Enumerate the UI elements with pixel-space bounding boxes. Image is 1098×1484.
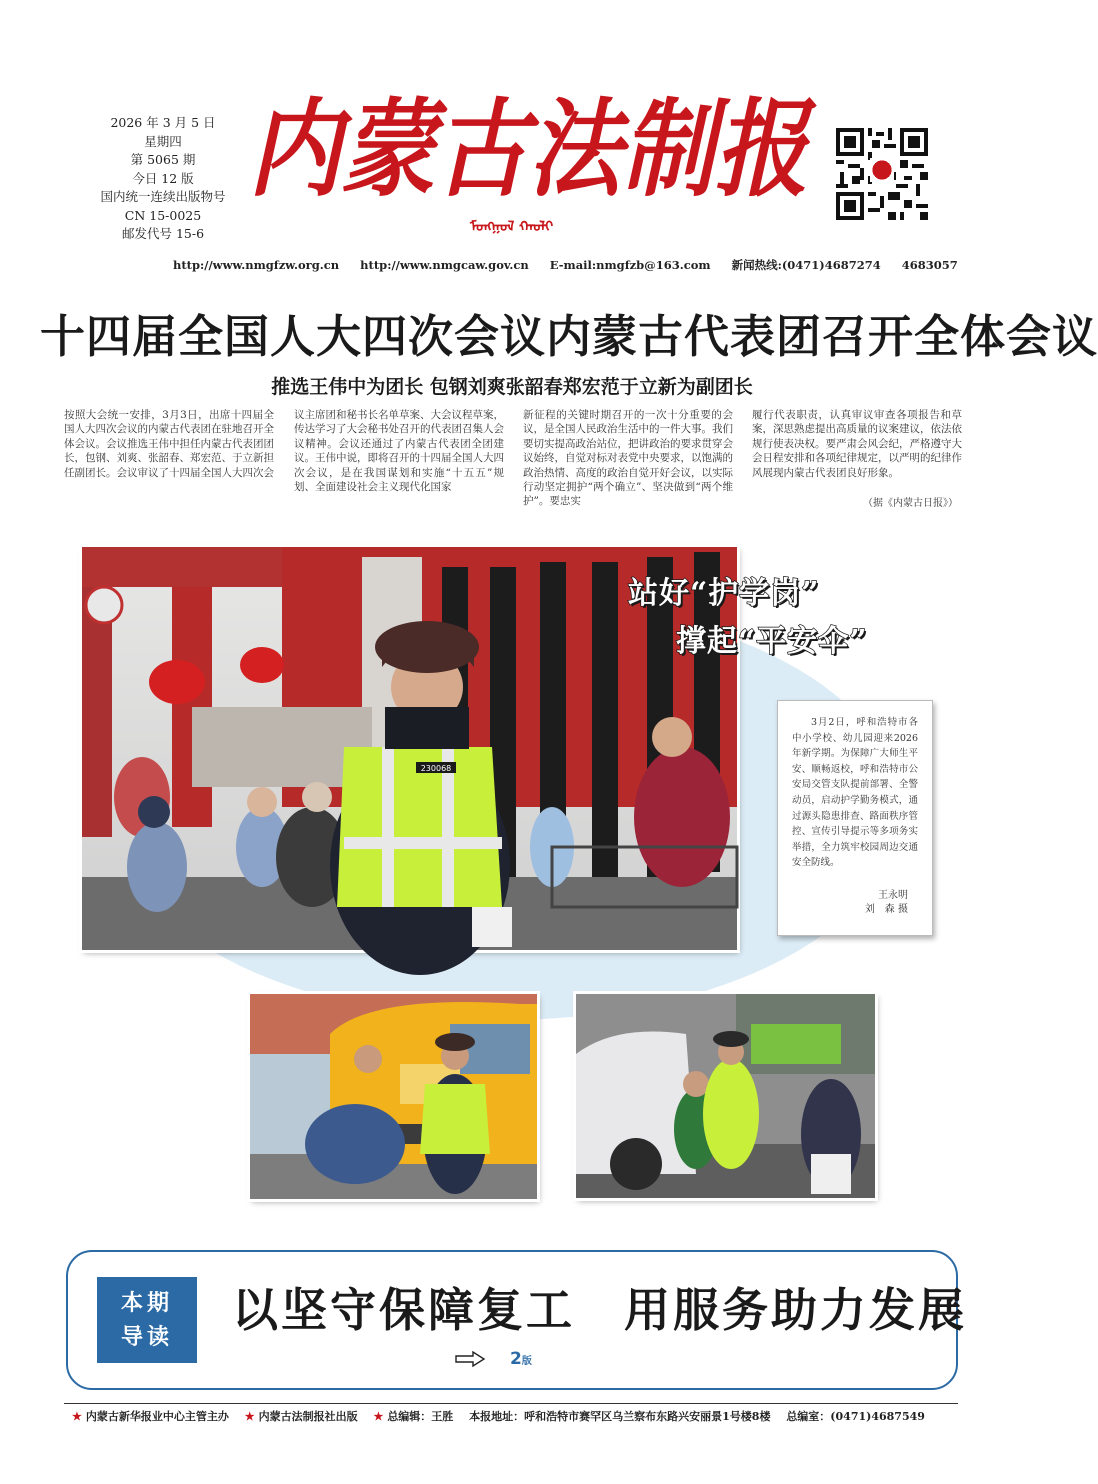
issue-serial-label: 国内统一连续出版物号 — [100, 189, 226, 204]
footer-editor: 总编辑：王胜 — [387, 1410, 454, 1423]
footer-office: 总编室：(0471)4687549 — [786, 1410, 925, 1423]
arrow-right-icon — [455, 1351, 485, 1367]
article-column-2: 议主席团和秘书长名单草案、大会议程草案，传达学习了大会秘书处召开的代表团召集人会议精神。会议还通过了内蒙古代表团全团建议。王伟中说，即将召开的十四届全国人大四次会议，是在我国谋划和实施“十五五”规划、全面建设社会主义现代化国家 — [294, 409, 504, 494]
issue-date: 2026 年 3 月 5 日 — [110, 115, 216, 130]
footer-divider — [64, 1403, 958, 1404]
preview-page-number: 2 — [510, 1349, 522, 1369]
preview-page-unit: 版 — [521, 1356, 532, 1367]
contact-row — [173, 257, 958, 273]
preview-page-link[interactable] — [510, 1349, 532, 1369]
issue-cn: CN 15-0025 — [124, 207, 202, 223]
issue-meta — [88, 114, 238, 244]
footer-sponsor: 内蒙古新华报业中心主管主办 — [85, 1410, 229, 1423]
crosswalk-escort-photo — [576, 994, 875, 1198]
lead-headline: 十四届全国人大四次会议内蒙古代表团召开全体会议 — [40, 310, 1098, 363]
photo-credit — [792, 889, 918, 917]
star-icon: ★ — [72, 1410, 82, 1423]
photo-credit-2: 刘 森 摄 — [864, 903, 908, 915]
feature-title-line-1: 站好“护学岗” — [628, 576, 820, 611]
hotline-2: 4683057 — [901, 258, 958, 272]
photo-caption-box — [777, 700, 933, 936]
preview-label — [97, 1277, 197, 1363]
website-link-1[interactable]: http://www.nmgfzw.org.cn — [173, 258, 340, 272]
preview-label-line-1: 本期 — [120, 1290, 173, 1316]
issue-number: 第 5065 期 — [130, 152, 196, 167]
website-link-2[interactable]: http://www.nmgcaw.gov.cn — [360, 258, 529, 272]
star-icon: ★ — [373, 1410, 384, 1423]
star-icon: ★ — [244, 1410, 255, 1423]
feature-title-line-2: 撑起“平安伞” — [676, 624, 868, 659]
footer-publisher: 内蒙古法制报社出版 — [258, 1410, 358, 1423]
masthead-mongolian: ᠮᠣᠩᠭᠣᠯ ᠬᠠᠤᠯᠢ — [470, 219, 554, 235]
article-source: （据《内蒙古日报》） — [863, 498, 958, 509]
email-link[interactable]: E-mail:nmgfzb@163.com — [549, 258, 711, 272]
photo-caption-text: 3月2日，呼和浩特市各中小学校、幼儿园迎来2026年新学期。为保障广大师生平安、顺畅返校，呼和浩特市公安局交管支队提前部署、全警动员，启动护学勤务模式，通过源头隐患排查、路面秩序管控、宣传引导提示等多项务实举措，全力筑牢校园周边交通安全防线。 — [792, 717, 918, 869]
qr-code-icon — [836, 128, 928, 220]
issue-pages: 今日 12 版 — [132, 170, 194, 186]
issue-postal: 邮发代号 15-6 — [121, 226, 205, 241]
footer — [72, 1408, 962, 1424]
preview-title-link[interactable]: 以坚守保障复工 用服务助力发展 — [232, 1283, 967, 1337]
article-column-3: 新征程的关键时期召开的一次十分重要的会议，是全国人民政治生活中的一件大事。我们要切实提高政治站位，把讲政治的要求贯穿会议始终，自觉对标对表党中央要求，以饱满的政治热情、高度的政治自觉开好会议，以实际行动坚定拥护“两个确立”、坚决做到“两个维护”。要忠实 — [523, 409, 733, 508]
issue-weekday: 星期四 — [144, 133, 182, 149]
photo-credit-1: 王永明 — [878, 889, 908, 901]
masthead-title: 内蒙古法制报 — [248, 86, 817, 211]
article-column-1: 按照大会统一安排，3月3日，出席十四届全国人大四次会议的内蒙古代表团在驻地召开全体会议。会议推选王伟中担任内蒙古代表团团长，包钢、刘爽、张韶春、郑宏范、于立新担任副团长。会议审议了十四届全国人大四次会 — [64, 409, 274, 479]
hotline: 新闻热线:(0471)4687274 — [731, 258, 881, 272]
preview-label-line-2: 导读 — [120, 1324, 173, 1350]
lead-subhead: 推选王伟中为团长 包钢刘爽张韶春郑宏范于立新为副团长 — [271, 376, 753, 398]
footer-address: 本报地址：呼和浩特市赛罕区乌兰察布东路兴安丽景1号楼8楼 — [469, 1410, 771, 1423]
vest-code: 230068 — [420, 764, 452, 773]
masthead-logo — [246, 76, 817, 211]
bus-inspection-photo — [250, 994, 537, 1199]
article-column-4: 履行代表职责，认真审议审查各项报告和草案，深思熟虑提出高质量的议案建议，依法依规行使表决权。要严肃会风会纪，严格遵守大会日程安排和各项纪律规定，以严明的纪律作风展现内蒙古代表团良好形象。 — [752, 409, 962, 479]
